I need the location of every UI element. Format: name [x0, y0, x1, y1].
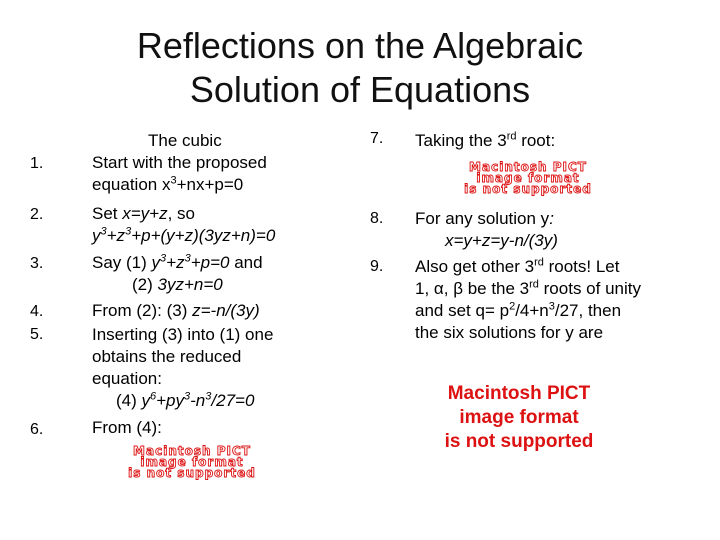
item-9-text: Also get other 3rd roots! Let 1, α, β be the 3rd roots of unity and set $q= p^2/4+n^3/27$, then the six solutions for y are [415, 256, 641, 342]
item-number-1: 1. [30, 155, 44, 172]
item-8-text: For any solution y: x=y+z=y-n/(3y) [415, 209, 558, 250]
title-line-2: Solution of Equations [189, 69, 531, 110]
item-number-6: 6. [30, 421, 44, 438]
item-number-4: 4. [30, 303, 44, 320]
item-number-8: 8. [370, 210, 384, 227]
item-number-2: 2. [30, 206, 44, 223]
item-1-text: Start with the proposed equation $x^3+nx+p=0$ [92, 153, 267, 194]
item-3-text: Say (1) $y^3+z^3+p=0$ and (2) 3yz+n=0 [92, 252, 263, 294]
item-5-text: Inserting (3) into (1) one obtains the reduced equation: (4) $y^6+py^3-n^3/27=0$ [92, 325, 274, 410]
item-number-9: 9. [370, 258, 384, 275]
section-heading: The cubic [148, 131, 222, 150]
unsupported-image-placeholder: Macintosh PICT image format is not supported [464, 160, 592, 196]
item-number-3: 3. [30, 255, 44, 272]
item-number-5: 5. [30, 326, 44, 343]
slide-title [60, 24, 660, 112]
unsupported-image-placeholder: Macintosh PICT image format is not supported [444, 383, 594, 452]
item-2-text: Set x=y+z, so $y^3+z^3+p+(y+z)(3yz+n)=0$ [92, 204, 276, 245]
item-6-text: From (4): [92, 418, 162, 437]
item-number-7: 7. [370, 130, 384, 147]
item-4-text: From (2): (3) z=-n/(3y) [92, 301, 260, 320]
unsupported-image-placeholder: Macintosh PICT image format is not supported [128, 444, 256, 480]
title-line-1: Reflections on the Algebraic [136, 25, 584, 66]
item-7-text: Taking the 3rd root: [415, 130, 556, 150]
